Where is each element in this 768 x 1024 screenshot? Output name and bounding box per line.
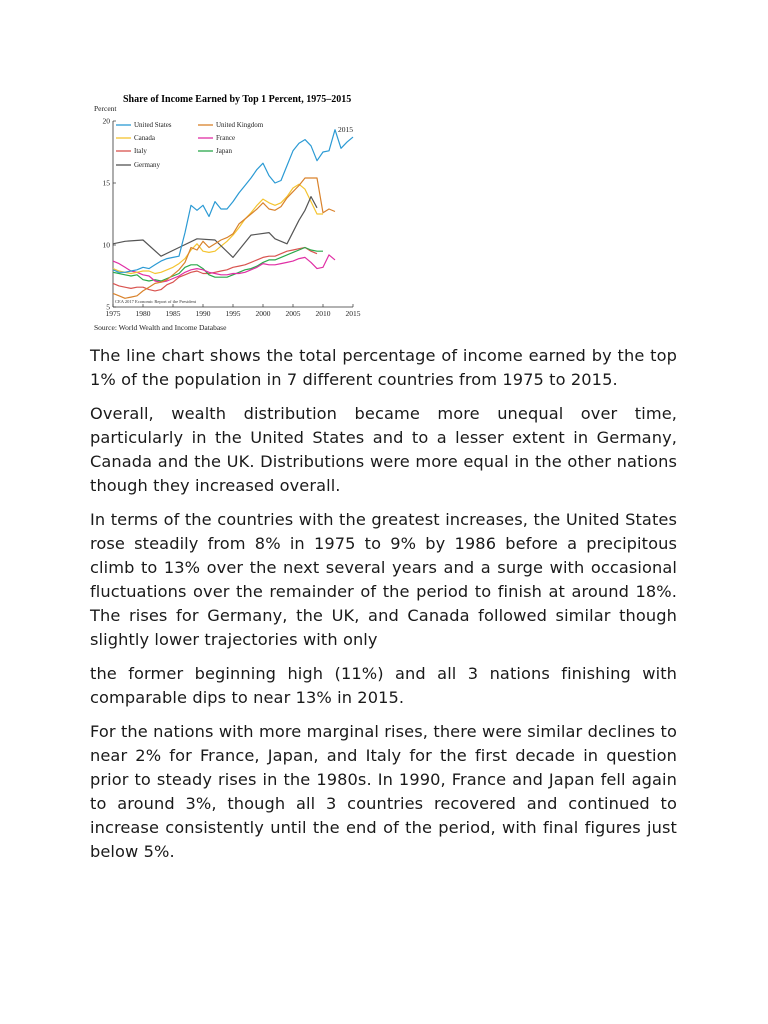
y-tick-label: 20	[102, 116, 110, 126]
x-tick-label: 2010	[315, 309, 331, 318]
legend-label-france: France	[216, 134, 236, 142]
paragraph-continuation: the former beginning high (11%) and all 3 nations finishing with comparable dips to near 13% in 2015.	[90, 664, 677, 707]
x-tick-label: 1995	[225, 309, 241, 318]
legend-label-united-states: United States	[134, 121, 172, 129]
legend-label-italy: Italy	[134, 147, 147, 155]
series-line-germany	[113, 197, 317, 258]
x-tick-label: 2005	[285, 309, 301, 318]
x-tick-label: 1975	[105, 309, 121, 318]
legend-label-germany: Germany	[134, 161, 161, 169]
legend-label-japan: Japan	[216, 147, 232, 155]
chart-figure	[88, 86, 368, 336]
chart-note: CEA 2017 Economic Report of the President	[115, 299, 196, 304]
series-line-italy	[113, 248, 317, 291]
x-tick-label: 2000	[255, 309, 271, 318]
legend	[116, 121, 264, 169]
legend-label-canada: Canada	[134, 134, 155, 142]
y-tick-label: 5	[106, 302, 110, 312]
x-tick-label: 2015	[345, 309, 361, 318]
essay-text	[90, 344, 677, 874]
y-tick-label: 15	[102, 178, 110, 188]
end-year-label: 2015	[338, 125, 353, 134]
legend-label-united-kingdom: United Kingdom	[216, 121, 264, 129]
chart-source: Source: World Wealth and Income Database	[94, 323, 227, 332]
line-chart	[88, 86, 368, 336]
paragraph-intro: The line chart shows the total percentage of income earned by the top 1% of the population in 7 different countries from 1975 to 2015.	[90, 346, 677, 389]
y-axis-label: Percent	[94, 104, 117, 113]
x-tick-label: 1985	[165, 309, 181, 318]
paragraph-marginal-rises: For the nations with more marginal rises, there were similar declines to near 2% for France, Japan, and Italy for the first decade in question prior to steady rises in the 1980s. In 1990, France and Japan fell again to around 3%, though all 3 countries recovered and continued to increase consistently until the end of the period, with final figures just below 5%.	[90, 722, 677, 861]
paragraph-greatest-increases: In terms of the countries with the greatest increases, the United States rose steadily from 8% in 1975 to 9% by 1986 before a precipitous climb to 13% over the next several years and a surge with occasional fluctuations over the remainder of the period to finish at around 18%. The rises for Germany, the UK, and Canada followed similar though slightly lower trajectories with only	[90, 510, 677, 649]
x-tick-label: 1990	[195, 309, 211, 318]
series-line-canada	[113, 184, 323, 273]
y-tick-label: 10	[102, 240, 110, 250]
x-tick-label: 1980	[135, 309, 151, 318]
chart-title: Share of Income Earned by Top 1 Percent, 1975–2015	[123, 94, 352, 105]
series-lines	[113, 130, 353, 299]
paragraph-overview: Overall, wealth distribution became more unequal over time, particularly in the United States and to a lesser extent in Germany, Canada and the UK. Distributions were more equal in the other nations though they increased overall.	[90, 404, 677, 495]
series-line-japan	[113, 248, 323, 282]
